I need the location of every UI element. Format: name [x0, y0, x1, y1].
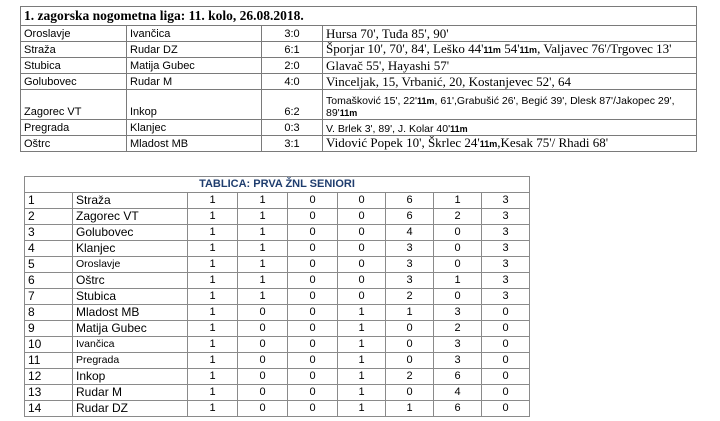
standings-stat-cell: 2 [434, 321, 482, 337]
standings-stat-cell: 1 [238, 209, 288, 225]
standings-stat-cell: 0 [386, 353, 434, 369]
standings-row [25, 305, 530, 321]
standings-stat-cell: 0 [386, 337, 434, 353]
standings-stat-cell: 0 [338, 193, 386, 209]
standings-stat-cell: 0 [386, 385, 434, 401]
standings-stat-cell: 3 [386, 273, 434, 289]
match-scorers [323, 120, 697, 136]
standings-stat-cell: 4 [386, 225, 434, 241]
standings-stat-cell: 3 [386, 241, 434, 257]
standings-position: 10 [25, 337, 73, 353]
match-away-team: Mladost MB [127, 136, 262, 152]
standings-stat-cell: 1 [188, 321, 238, 337]
standings-stat-cell: 0 [434, 241, 482, 257]
scorer-text: Tomašković 15', 22' [326, 95, 417, 107]
match-row [21, 26, 697, 42]
match-score: 0:3 [262, 120, 323, 136]
standings-stat-cell: 0 [238, 385, 288, 401]
standings-stat-cell: 6 [386, 209, 434, 225]
match-score: 4:0 [262, 74, 323, 90]
match-row [21, 90, 697, 120]
standings-stat-cell: 0 [288, 289, 338, 305]
scorer-text: , 61',Grabušić 26', Begić 39', Dlesk 87'/Jakopec 29', 89' [326, 95, 675, 119]
standings-position: 4 [25, 241, 73, 257]
standings-row [25, 369, 530, 385]
standings-row [25, 337, 530, 353]
standings-stat-cell: 1 [238, 225, 288, 241]
standings-row [25, 273, 530, 289]
standings-stat-cell: 2 [386, 369, 434, 385]
standings-stat-cell: 1 [434, 273, 482, 289]
standings-row [25, 385, 530, 401]
standings-stat-cell: 0 [288, 369, 338, 385]
standings-row [25, 321, 530, 337]
standings-team: Zagorec VT [73, 209, 188, 225]
match-row [21, 42, 697, 58]
standings-stat-cell: 1 [188, 353, 238, 369]
standings-stat-cell: 1 [386, 401, 434, 417]
standings-position: 3 [25, 225, 73, 241]
match-scorers [323, 26, 697, 42]
standings-team: Mladost MB [73, 305, 188, 321]
standings-stat-cell: 0 [238, 401, 288, 417]
penalty-marker: 11m [479, 139, 498, 149]
standings-stat-cell: 3 [482, 289, 530, 305]
standings-stat-cell: 1 [338, 321, 386, 337]
match-row [21, 120, 697, 136]
match-scorers [323, 74, 697, 90]
standings-stat-cell: 0 [386, 321, 434, 337]
standings-stat-cell: 0 [338, 225, 386, 241]
penalty-marker: 11m [519, 45, 538, 55]
standings-position: 9 [25, 321, 73, 337]
results-title-row [21, 7, 697, 26]
standings-row [25, 193, 530, 209]
standings-stat-cell: 1 [338, 353, 386, 369]
match-row [21, 136, 697, 152]
standings-stat-cell: 0 [288, 321, 338, 337]
standings-stat-cell: 6 [434, 369, 482, 385]
standings-stat-cell: 2 [434, 209, 482, 225]
standings-stat-cell: 1 [188, 193, 238, 209]
standings-stat-cell: 1 [338, 385, 386, 401]
standings-team: Rudar M [73, 385, 188, 401]
standings-row [25, 209, 530, 225]
standings-stat-cell: 0 [288, 385, 338, 401]
match-away-team: Rudar M [127, 74, 262, 90]
match-away-team: Ivančica [127, 26, 262, 42]
standings-stat-cell: 3 [482, 273, 530, 289]
standings-stat-cell: 1 [434, 193, 482, 209]
match-scorers [323, 136, 697, 152]
standings-stat-cell: 1 [188, 273, 238, 289]
match-home-team: Oroslavje [21, 26, 127, 42]
standings-stat-cell: 1 [238, 193, 288, 209]
penalty-marker: 11m [416, 96, 435, 106]
standings-stat-cell: 0 [238, 321, 288, 337]
standings-stat-cell: 1 [188, 401, 238, 417]
standings-stat-cell: 3 [482, 209, 530, 225]
standings-stat-cell: 1 [188, 209, 238, 225]
standings-stat-cell: 0 [238, 369, 288, 385]
standings-stat-cell: 3 [482, 257, 530, 273]
standings-position: 2 [25, 209, 73, 225]
standings-position: 5 [25, 257, 73, 273]
standings-stat-cell: 3 [434, 353, 482, 369]
standings-stat-cell: 0 [288, 401, 338, 417]
standings-stat-cell: 1 [338, 401, 386, 417]
standings-caption: TABLICA: PRVA ŽNL SENIORI [25, 177, 530, 193]
standings-stat-cell: 6 [434, 401, 482, 417]
standings-stat-cell: 1 [188, 305, 238, 321]
standings-stat-cell: 0 [482, 369, 530, 385]
standings-stat-cell: 0 [482, 305, 530, 321]
match-scorers [323, 58, 697, 74]
standings-stat-cell: 0 [238, 337, 288, 353]
results-title: 1. zagorska nogometna liga: 11. kolo, 26.08.2018. [21, 7, 697, 26]
standings-stat-cell: 0 [482, 401, 530, 417]
standings-stat-cell: 1 [188, 369, 238, 385]
scorer-text: Hursa 70', Tuđa 85', 90' [326, 26, 449, 41]
standings-row [25, 225, 530, 241]
match-home-team: Zagorec VT [21, 90, 127, 120]
standings-stat-cell: 3 [482, 241, 530, 257]
standings-stat-cell: 0 [482, 337, 530, 353]
standings-team: Golubovec [73, 225, 188, 241]
standings-stat-cell: 0 [288, 273, 338, 289]
standings-stat-cell: 1 [188, 257, 238, 273]
standings-stat-cell: 1 [188, 241, 238, 257]
standings-stat-cell: 0 [434, 289, 482, 305]
standings-stat-cell: 0 [288, 209, 338, 225]
standings-stat-cell: 0 [288, 305, 338, 321]
penalty-marker: 11m [483, 45, 501, 55]
standings-team: Oštrc [73, 273, 188, 289]
standings-stat-cell: 0 [482, 385, 530, 401]
standings-position: 12 [25, 369, 73, 385]
match-away-team: Matija Gubec [127, 58, 262, 74]
standings-row [25, 257, 530, 273]
match-row [21, 58, 697, 74]
penalty-marker: 11m [450, 124, 468, 134]
standings-stat-cell: 0 [482, 321, 530, 337]
standings-stat-cell: 0 [238, 305, 288, 321]
match-home-team: Pregrada [21, 120, 127, 136]
standings-row [25, 289, 530, 305]
standings-stat-cell: 0 [288, 193, 338, 209]
standings-table [24, 176, 530, 417]
standings-stat-cell: 0 [288, 241, 338, 257]
standings-stat-cell: 1 [338, 305, 386, 321]
standings-stat-cell: 0 [434, 257, 482, 273]
standings-row [25, 401, 530, 417]
standings-team: Stubica [73, 289, 188, 305]
match-home-team: Oštrc [21, 136, 127, 152]
standings-team: Inkop [73, 369, 188, 385]
match-home-team: Stubica [21, 58, 127, 74]
standings-stat-cell: 3 [434, 337, 482, 353]
standings-stat-cell: 1 [386, 305, 434, 321]
match-scorers [323, 90, 697, 120]
match-away-team: Klanjec [127, 120, 262, 136]
scorer-text: , Valjavec 76'/Trgovec 13' [537, 41, 672, 56]
standings-team: Klanjec [73, 241, 188, 257]
standings-stat-cell: 1 [338, 337, 386, 353]
match-score: 2:0 [262, 58, 323, 74]
standings-team: Straža [73, 193, 188, 209]
standings-stat-cell: 1 [238, 241, 288, 257]
standings-team: Oroslavje [73, 257, 188, 273]
scorer-text: 54' [500, 41, 520, 56]
standings-position: 14 [25, 401, 73, 417]
standings-stat-cell: 0 [288, 353, 338, 369]
standings-position: 7 [25, 289, 73, 305]
standings-position: 13 [25, 385, 73, 401]
standings-stat-cell: 3 [386, 257, 434, 273]
match-row [21, 74, 697, 90]
standings-team: Pregrada [73, 353, 188, 369]
standings-stat-cell: 1 [188, 385, 238, 401]
penalty-marker: 11m [339, 108, 358, 118]
scorer-text: V. Brlek 3', 89', J. Kolar 40' [326, 123, 451, 135]
scorer-text: ,Kesak 75'/ Rhadi 68' [497, 135, 609, 150]
standings-stat-cell: 0 [338, 241, 386, 257]
standings-position: 6 [25, 273, 73, 289]
standings-row [25, 353, 530, 369]
standings-position: 11 [25, 353, 73, 369]
match-scorers [323, 42, 697, 58]
standings-stat-cell: 1 [188, 289, 238, 305]
scorer-text: Vinceljak, 15, Vrbanić, 20, Kostanjevec 52', 64 [326, 74, 571, 89]
standings-team: Ivančica [73, 337, 188, 353]
match-away-team: Rudar DZ [127, 42, 262, 58]
standings-stat-cell: 0 [434, 225, 482, 241]
results-table [20, 6, 697, 152]
standings-stat-cell: 1 [338, 369, 386, 385]
match-home-team: Straža [21, 42, 127, 58]
scorer-text: Glavač 55', Hayashi 57' [326, 58, 450, 73]
scorer-text: Šporjar 10', 70', 84', Leško 44' [326, 41, 484, 56]
standings-stat-cell: 1 [238, 289, 288, 305]
standings-stat-cell: 0 [482, 353, 530, 369]
standings-stat-cell: 2 [386, 289, 434, 305]
standings-stat-cell: 1 [188, 337, 238, 353]
standings-stat-cell: 0 [288, 225, 338, 241]
match-score: 6:2 [262, 90, 323, 120]
standings-stat-cell: 0 [288, 257, 338, 273]
match-score: 6:1 [262, 42, 323, 58]
match-score: 3:0 [262, 26, 323, 42]
standings-team: Matija Gubec [73, 321, 188, 337]
standings-stat-cell: 3 [482, 225, 530, 241]
standings-stat-cell: 4 [434, 385, 482, 401]
scorer-text: Vidović Popek 10', Škrlec 24' [326, 135, 480, 150]
standings-stat-cell: 3 [482, 193, 530, 209]
standings-position: 8 [25, 305, 73, 321]
standings-position: 1 [25, 193, 73, 209]
standings-stat-cell: 0 [338, 209, 386, 225]
standings-caption-row [25, 177, 530, 193]
standings-stat-cell: 0 [238, 353, 288, 369]
standings-stat-cell: 3 [434, 305, 482, 321]
standings-row [25, 241, 530, 257]
standings-team: Rudar DZ [73, 401, 188, 417]
standings-stat-cell: 0 [288, 337, 338, 353]
standings-stat-cell: 1 [238, 257, 288, 273]
standings-stat-cell: 6 [386, 193, 434, 209]
standings-stat-cell: 0 [338, 273, 386, 289]
standings-stat-cell: 1 [188, 225, 238, 241]
standings-stat-cell: 0 [338, 257, 386, 273]
match-score: 3:1 [262, 136, 323, 152]
match-home-team: Golubovec [21, 74, 127, 90]
standings-stat-cell: 1 [238, 273, 288, 289]
match-away-team: Inkop [127, 90, 262, 120]
standings-stat-cell: 0 [338, 289, 386, 305]
